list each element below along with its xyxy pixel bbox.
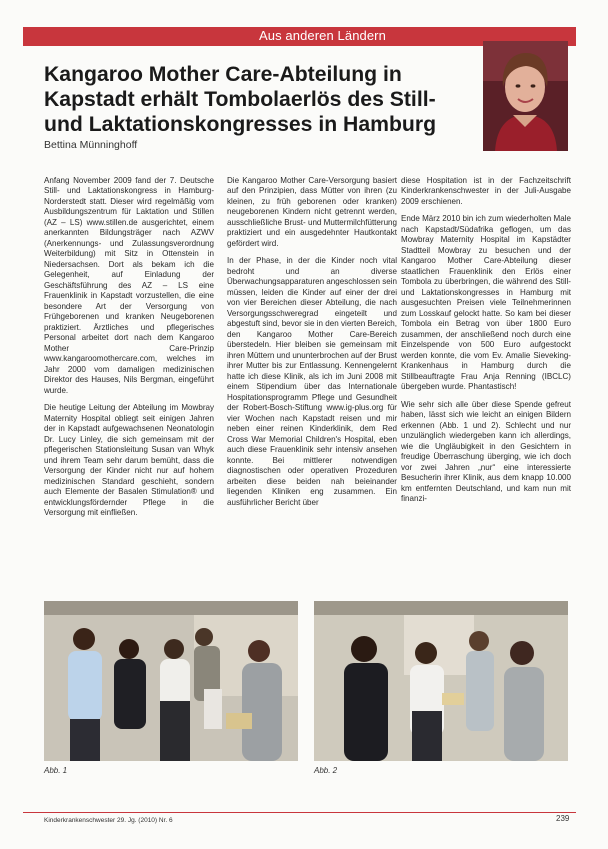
- text-column-2: [227, 176, 397, 515]
- journal-citation: Kinderkrankenschwester 29. Jg. (2010) Nr. 6: [44, 817, 173, 824]
- paragraph: Anfang November 2009 fand der 7. Deutsche Still- und Laktationskongress in Hamburg-Norderstedt statt. Dieser wird regelmäßig vom Ausbildungszentrum für Laktation und Stillen (AZ – LS) www.stillen.de ausgerichtet, einem anerkannten Bildungsträger nach AZWV (Anerkennungs- und Zulassungsverordnung Weiterbildung) mit Sitz in Ottenstein in Niedersachsen. Dort als bekam ich die Gelegenheit, auf Einladung der Geschäftsführung des AZ – LS eine Frauenklinik in Kapstadt vorzustellen, die eine besondere Art der Versorgung von Frühgeborenen und kranken Neugeborenen praktiziert. Ärztliches und pflegerisches Personal arbeitet dort nach dem Kangaroo Mother Care-Prinzip www.kangaroomothercare.com, welches im Jahr 2000 vom damaligen medizinischen Direktor des Hauses, Nils Bergman, eingeführt wurde.: [44, 176, 214, 395]
- article-title: Kangaroo Mother Care-Abteilung in Kapstadt erhält Tombolaerlös des Still- und Laktationskongresses in Hamburg: [44, 63, 437, 136]
- page-number: 239: [556, 814, 570, 823]
- footer-rule: [23, 812, 576, 813]
- section-label: Aus anderen Ländern: [259, 28, 386, 43]
- figure-1-caption: Abb. 1: [44, 766, 68, 775]
- author-photo: [483, 41, 568, 151]
- paragraph: In der Phase, in der die Kinder noch vital bedroht und an diverse Überwachungsapparaturen angeschlossen sein müssen, leiden die Kinder auf einer der drei von vier Bereichen dieser Abteilung, die nach Versorgungsschweregrad eingeteilt und abgestuft sind, bevor sie in den vierten Bereich, den Kangaroo Mother Care-Bereich überstedeln. Hier bleiben sie gemeinsam mit ihren Müttern und ununterbrochen auf der Brust ihrer Mutter bis zur Entlassung. Kennengelernt hatte ich diese Klinik, als ich im Juni 2008 mit einem Stipendium über das Internationale Hospitationsprogramm Pflege und Gesundheit der Robert-Bosch-Stiftung www.ig-plus.org für vier Wochen nach Kapstadt reisen und mir neben einer reinen Kinderklinik, dem Red Cross War Memorial Children's Hospital, eben auch diese Frauenklinik sehr intensiv ansehen konnte. Bei mittlerer notwendigen diagnostischen oder operativen Prozeduren arbeiten diese beiden nah beieinander liegenden Kliniken eng zusammen. Ein ausführlicher Bericht über: [227, 256, 397, 507]
- paragraph: Die Kangaroo Mother Care-Versorgung basiert auf den Prinzipien, dass Mütter von ihren (zu kleinen, zu früh geborenen oder kranken) neugeborenen Kindern nicht getrennt werden, ausschließliche Brust- und Muttermilchfütterung praktiziert und ein ausgedehnter Hautkontakt gefördert wird.: [227, 176, 397, 248]
- figure-2-caption: Abb. 2: [314, 766, 338, 775]
- text-column-1: [44, 176, 214, 526]
- paragraph: Wie sehr sich alle über diese Spende gefreut haben, lässt sich wie leicht an einigen Bildern erkennen (Abb. 1 und 2). Schlecht und nur unzulänglich wiedergeben kann ich allerdings, wie die Ungläubigkeit in den Gesichtern in freudige Überraschung überging, wie ich doch vor zwei Jahren „nur“ eine interessierte Besucherin ihrer Klinik, aus dem knapp 10.000 km entfernten Deutschland, und kam nun mit finanzi-: [401, 399, 571, 504]
- text-column-3: [401, 176, 571, 512]
- figure-1-photo: [44, 601, 298, 761]
- paragraph: diese Hospitation ist in der Fachzeitschrift Kinderkrankenschwester in der Juli-Ausgabe 2009 erschienen.: [401, 176, 571, 206]
- paragraph: Die heutige Leitung der Abteilung im Mowbray Maternity Hospital obliegt seit einigen Jahren der in Kapstadt aufgewachsenen Neonatologin Dr. Lucy Linley, die sich gemeinsam mit der pflegerischen Stationsleitung Susan van Whyk und ihrem Team sehr darum bemüht, dass die Versorgung der Kinder nicht nur auf hohem medizinischen Standard geschieht, sondern auch Elemente der Basalen Stimulation® und entwicklungsfördernder Pflege in die Versorgung mit einfließen.: [44, 403, 214, 518]
- paragraph: Ende März 2010 bin ich zum wiederholten Male nach Kapstadt/Südafrika geflogen, um das Mowbray Maternity Hospital im Kapstädter Stadtteil Mowbray zu besuchen und der Kangaroo Mother Care-Abteilung dieser staatlichen Frauenklinik den Erlös einer Tombola zu überbringen, die während des Still- und Laktationskongresses in Hamburg mit ausgesuchten Preisen viele Teilnehmerinnen zum Losskauf gelockt hatte. So kam bei dieser Tombola ein Betrag von über 1800 Euro zusammen, der anschließend noch durch eine Einzelspende von 500 Euro aufgestockt werden konnte, die vom Ev. Amalie Sieveking-Krankenhaus in Hamburg durch die Stillbeauftragte Frau Anja Renning (IBCLC) übergeben wurde. Phantastisch!: [401, 214, 571, 392]
- figure-2-photo: [314, 601, 568, 761]
- article-author: Bettina Münninghoff: [44, 139, 138, 151]
